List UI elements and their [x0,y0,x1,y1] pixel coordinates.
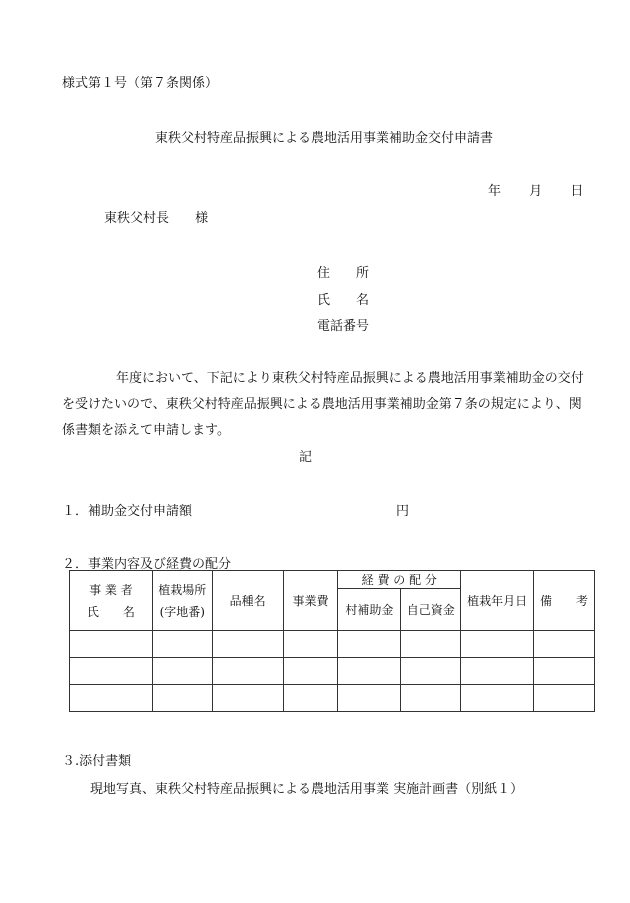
col-own-funds: 自己資金 [401,589,461,631]
section-2-label: ２．事業内容及び経費の配分 [62,557,232,572]
addressee-name: 東秩父村長 [104,211,170,226]
table-row [70,685,595,712]
allocation-table [69,570,595,712]
date-day: 日 [570,184,584,199]
addressee [104,207,208,226]
form-number: 様式第１号（第７条関係） [62,76,219,91]
col-note: 備 考 [534,571,595,631]
body-line-2: を受けたいので、東秩父村特産品振興による農地活用事業補助金第７条の規定により、関 [62,397,582,412]
application-body [62,366,602,444]
col-location-line1: 植栽場所 [158,582,207,597]
col-cost: 事業費 [283,571,338,631]
col-applicant [70,571,153,631]
document-title: 東秩父村特産品振興による農地活用事業補助金交付申請書 [155,131,494,146]
col-applicant-line2: 氏 名 [86,604,135,619]
applicant-address-label: 住 所 [317,266,370,281]
table-row [70,658,595,685]
attachments-list: 現地写真、東秩父村特産品振興による農地活用事業 実施計画書（別紙１） [90,782,524,797]
date-month: 月 [529,184,543,199]
col-village-subsidy: 村補助金 [338,589,401,631]
section-3-label: ３.添付書類 [62,754,132,769]
applicant-name-label: 氏 名 [317,293,370,308]
body-line-1: 年度において、下記により東秩父村特産品振興による農地活用事業補助金の交付 [116,371,584,386]
section-1-label: １．補助金交付申請額 [62,504,193,519]
col-variety: 品種名 [212,571,283,631]
section-1 [62,500,410,519]
date-line [488,180,583,199]
applicant-phone-label: 電話番号 [317,319,370,334]
body-line-3: 係書類を添えて申請します。 [62,423,230,438]
date-year: 年 [488,184,502,199]
col-location [152,571,212,631]
col-applicant-line1: 事 業 者 [89,582,133,597]
section-1-unit: 円 [396,504,410,519]
addressee-honorific: 様 [195,211,209,226]
col-location-line2: (字地番) [159,604,205,619]
col-allocation: 経 費 の 配 分 [338,571,461,589]
table-row [70,631,595,658]
ki-heading: 記 [299,450,313,465]
col-planting-date: 植栽年月日 [461,571,534,631]
